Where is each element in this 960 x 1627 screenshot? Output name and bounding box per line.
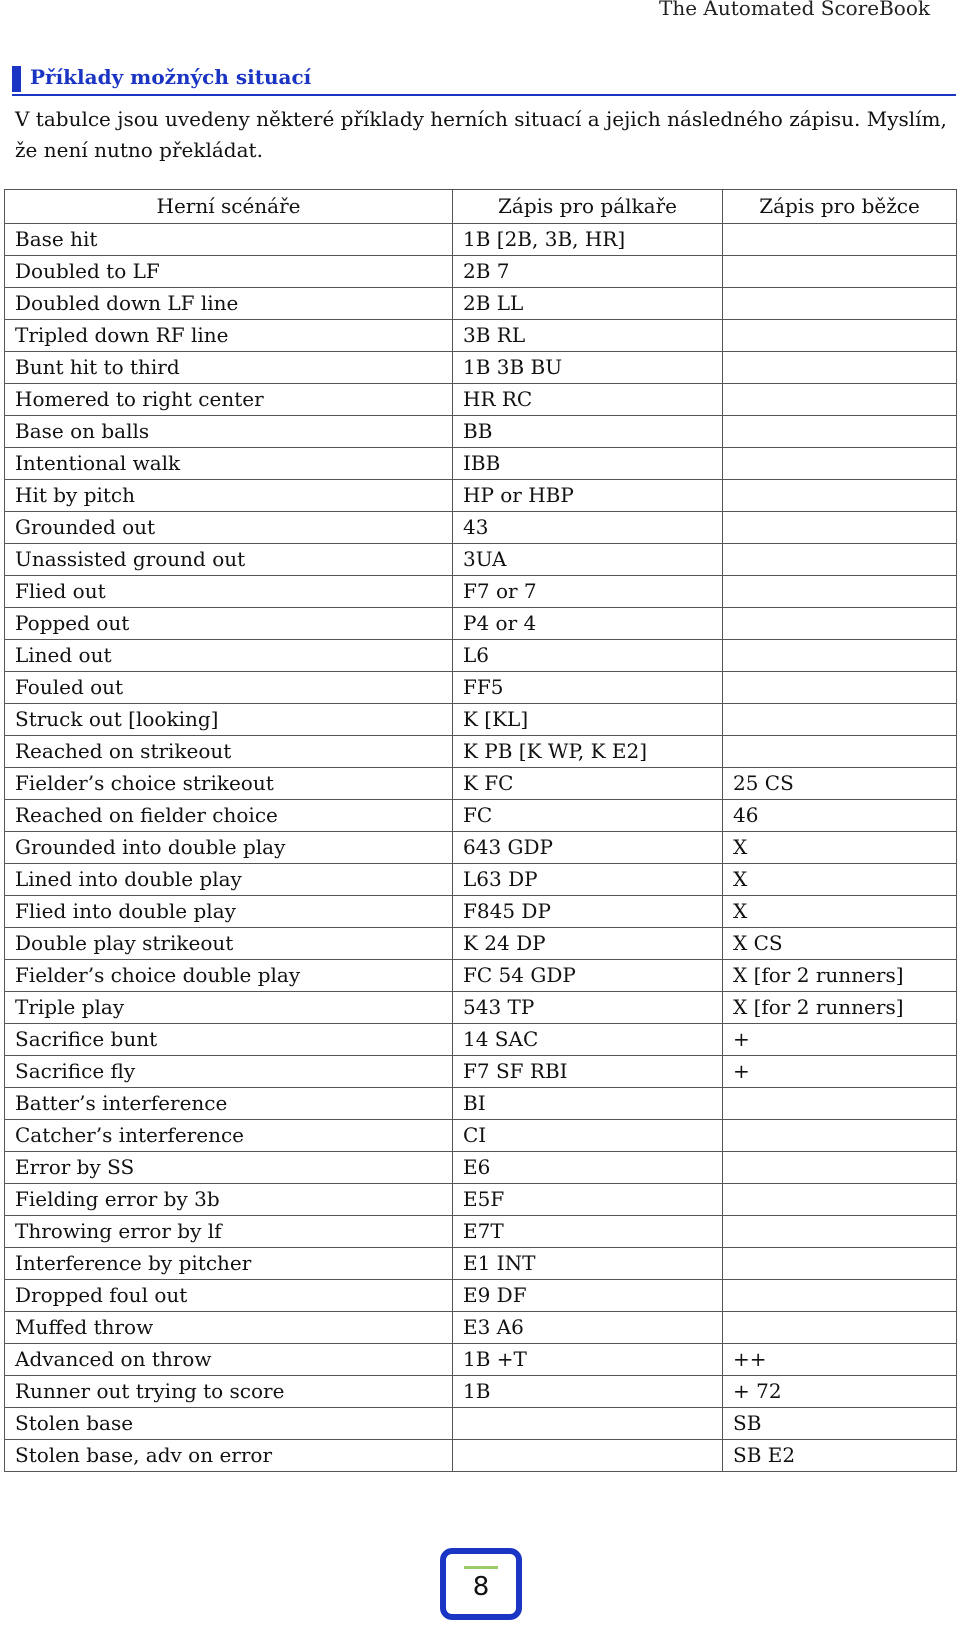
cell-batter-notation: E9 DF (453, 1280, 723, 1312)
cell-scenario: Interference by pitcher (5, 1248, 453, 1280)
cell-scenario: Fielding error by 3b (5, 1184, 453, 1216)
cell-runner-notation (723, 480, 957, 512)
table-row (5, 256, 957, 288)
cell-scenario: Fielder’s choice strikeout (5, 768, 453, 800)
cell-batter-notation: F7 or 7 (453, 576, 723, 608)
cell-batter-notation: 1B (453, 1376, 723, 1408)
cell-runner-notation: X (723, 832, 957, 864)
cell-scenario: Popped out (5, 608, 453, 640)
table-row (5, 1056, 957, 1088)
cell-runner-notation: + (723, 1056, 957, 1088)
cell-batter-notation: 43 (453, 512, 723, 544)
table-row (5, 288, 957, 320)
cell-runner-notation (723, 672, 957, 704)
table-row (5, 1120, 957, 1152)
cell-runner-notation (723, 512, 957, 544)
cell-scenario: Bunt hit to third (5, 352, 453, 384)
cell-scenario: Tripled down RF line (5, 320, 453, 352)
cell-runner-notation (723, 704, 957, 736)
table-row (5, 1408, 957, 1440)
cell-batter-notation: 1B +T (453, 1344, 723, 1376)
table-row (5, 352, 957, 384)
cell-scenario: Advanced on throw (5, 1344, 453, 1376)
section-heading (12, 64, 956, 96)
cell-runner-notation (723, 544, 957, 576)
cell-batter-notation: BI (453, 1088, 723, 1120)
cell-runner-notation (723, 1088, 957, 1120)
table-row (5, 672, 957, 704)
table-row (5, 1024, 957, 1056)
cell-batter-notation: F845 DP (453, 896, 723, 928)
cell-runner-notation: 25 CS (723, 768, 957, 800)
page-number-badge (440, 1548, 522, 1620)
cell-runner-notation (723, 384, 957, 416)
table-row (5, 896, 957, 928)
cell-runner-notation (723, 256, 957, 288)
scenarios-table (4, 189, 957, 1472)
cell-batter-notation: F7 SF RBI (453, 1056, 723, 1088)
heading-accent-bar (12, 66, 21, 92)
cell-scenario: Doubled down LF line (5, 288, 453, 320)
table-row (5, 512, 957, 544)
table-row (5, 992, 957, 1024)
cell-batter-notation: FC (453, 800, 723, 832)
cell-runner-notation: X (723, 864, 957, 896)
cell-scenario: Intentional walk (5, 448, 453, 480)
cell-runner-notation (723, 416, 957, 448)
cell-batter-notation: E7T (453, 1216, 723, 1248)
cell-scenario: Sacrifice bunt (5, 1024, 453, 1056)
cell-batter-notation: 643 GDP (453, 832, 723, 864)
cell-batter-notation: IBB (453, 448, 723, 480)
table-row (5, 576, 957, 608)
cell-batter-notation: 1B [2B, 3B, HR] (453, 224, 723, 256)
table-row (5, 1376, 957, 1408)
table-body (5, 224, 957, 1472)
cell-scenario: Runner out trying to score (5, 1376, 453, 1408)
table-row (5, 640, 957, 672)
table-row (5, 1440, 957, 1472)
cell-batter-notation: FC 54 GDP (453, 960, 723, 992)
table-row (5, 1344, 957, 1376)
cell-runner-notation (723, 1312, 957, 1344)
cell-batter-notation: K 24 DP (453, 928, 723, 960)
table-row (5, 384, 957, 416)
cell-scenario: Dropped foul out (5, 1280, 453, 1312)
cell-batter-notation: E5F (453, 1184, 723, 1216)
cell-scenario: Fouled out (5, 672, 453, 704)
page-number-accent (464, 1566, 498, 1569)
cell-runner-notation (723, 736, 957, 768)
cell-runner-notation (723, 224, 957, 256)
cell-scenario: Stolen base, adv on error (5, 1440, 453, 1472)
cell-batter-notation: FF5 (453, 672, 723, 704)
table-row (5, 800, 957, 832)
cell-scenario: Flied out (5, 576, 453, 608)
table-row (5, 608, 957, 640)
cell-scenario: Stolen base (5, 1408, 453, 1440)
table-row (5, 448, 957, 480)
cell-batter-notation: BB (453, 416, 723, 448)
cell-scenario: Triple play (5, 992, 453, 1024)
cell-scenario: Unassisted ground out (5, 544, 453, 576)
cell-runner-notation (723, 1280, 957, 1312)
cell-scenario: Lined out (5, 640, 453, 672)
cell-batter-notation: HR RC (453, 384, 723, 416)
table-row (5, 832, 957, 864)
cell-runner-notation (723, 1216, 957, 1248)
page-number: 8 (472, 1572, 490, 1602)
cell-scenario: Flied into double play (5, 896, 453, 928)
cell-runner-notation: SB E2 (723, 1440, 957, 1472)
cell-batter-notation: 2B 7 (453, 256, 723, 288)
cell-runner-notation: 46 (723, 800, 957, 832)
table-row (5, 1088, 957, 1120)
cell-runner-notation: ++ (723, 1344, 957, 1376)
table-row (5, 1312, 957, 1344)
cell-runner-notation (723, 448, 957, 480)
cell-batter-notation: 3UA (453, 544, 723, 576)
cell-runner-notation (723, 320, 957, 352)
table-row (5, 416, 957, 448)
section-title: Příklady možných situací (30, 65, 312, 89)
cell-batter-notation: 3B RL (453, 320, 723, 352)
cell-batter-notation (453, 1440, 723, 1472)
cell-batter-notation: HP or HBP (453, 480, 723, 512)
cell-runner-notation: X [for 2 runners] (723, 992, 957, 1024)
cell-scenario: Double play strikeout (5, 928, 453, 960)
cell-scenario: Batter’s interference (5, 1088, 453, 1120)
cell-batter-notation: K PB [K WP, K E2] (453, 736, 723, 768)
cell-batter-notation: E3 A6 (453, 1312, 723, 1344)
cell-scenario: Base hit (5, 224, 453, 256)
table-row (5, 704, 957, 736)
cell-runner-notation: X (723, 896, 957, 928)
table-row (5, 1152, 957, 1184)
cell-scenario: Muffed throw (5, 1312, 453, 1344)
table-header-row (5, 190, 957, 224)
cell-batter-notation: K FC (453, 768, 723, 800)
cell-scenario: Hit by pitch (5, 480, 453, 512)
cell-runner-notation (723, 1248, 957, 1280)
cell-batter-notation: E6 (453, 1152, 723, 1184)
cell-scenario: Doubled to LF (5, 256, 453, 288)
table-row (5, 864, 957, 896)
cell-runner-notation: X CS (723, 928, 957, 960)
cell-scenario: Struck out [looking] (5, 704, 453, 736)
cell-runner-notation: SB (723, 1408, 957, 1440)
intro-paragraph: V tabulce jsou uvedeny některé příklady herních situací a jejich následného zápisu. Myslím, že není nutno překládat. (15, 107, 947, 162)
cell-batter-notation: P4 or 4 (453, 608, 723, 640)
cell-batter-notation: 2B LL (453, 288, 723, 320)
column-header-scenario: Herní scénáře (5, 190, 453, 224)
table-row (5, 1184, 957, 1216)
cell-runner-notation (723, 288, 957, 320)
cell-runner-notation (723, 352, 957, 384)
table-row (5, 768, 957, 800)
column-header-runner: Zápis pro běžce (723, 190, 957, 224)
cell-scenario: Catcher’s interference (5, 1120, 453, 1152)
cell-runner-notation (723, 1120, 957, 1152)
table-row (5, 736, 957, 768)
cell-batter-notation: 1B 3B BU (453, 352, 723, 384)
cell-scenario: Grounded out (5, 512, 453, 544)
running-header: The Automated ScoreBook (659, 0, 930, 20)
cell-batter-notation: L63 DP (453, 864, 723, 896)
table-row (5, 928, 957, 960)
cell-scenario: Fielder’s choice double play (5, 960, 453, 992)
cell-scenario: Throwing error by lf (5, 1216, 453, 1248)
cell-runner-notation (723, 640, 957, 672)
table-row (5, 1248, 957, 1280)
cell-scenario: Error by SS (5, 1152, 453, 1184)
cell-scenario: Base on balls (5, 416, 453, 448)
table-row (5, 960, 957, 992)
column-header-batter: Zápis pro pálkaře (453, 190, 723, 224)
table-row (5, 1280, 957, 1312)
table-row (5, 224, 957, 256)
cell-batter-notation: 14 SAC (453, 1024, 723, 1056)
cell-batter-notation (453, 1408, 723, 1440)
cell-batter-notation: K [KL] (453, 704, 723, 736)
cell-batter-notation: L6 (453, 640, 723, 672)
cell-scenario: Sacrifice fly (5, 1056, 453, 1088)
cell-scenario: Reached on strikeout (5, 736, 453, 768)
cell-runner-notation: + (723, 1024, 957, 1056)
cell-batter-notation: E1 INT (453, 1248, 723, 1280)
cell-runner-notation (723, 608, 957, 640)
cell-batter-notation: 543 TP (453, 992, 723, 1024)
table-row (5, 320, 957, 352)
cell-runner-notation (723, 576, 957, 608)
table-row (5, 480, 957, 512)
cell-scenario: Lined into double play (5, 864, 453, 896)
cell-runner-notation: X [for 2 runners] (723, 960, 957, 992)
cell-runner-notation (723, 1152, 957, 1184)
table-row (5, 544, 957, 576)
cell-runner-notation: + 72 (723, 1376, 957, 1408)
table-row (5, 1216, 957, 1248)
cell-scenario: Grounded into double play (5, 832, 453, 864)
cell-scenario: Homered to right center (5, 384, 453, 416)
cell-runner-notation (723, 1184, 957, 1216)
cell-scenario: Reached on fielder choice (5, 800, 453, 832)
cell-batter-notation: CI (453, 1120, 723, 1152)
